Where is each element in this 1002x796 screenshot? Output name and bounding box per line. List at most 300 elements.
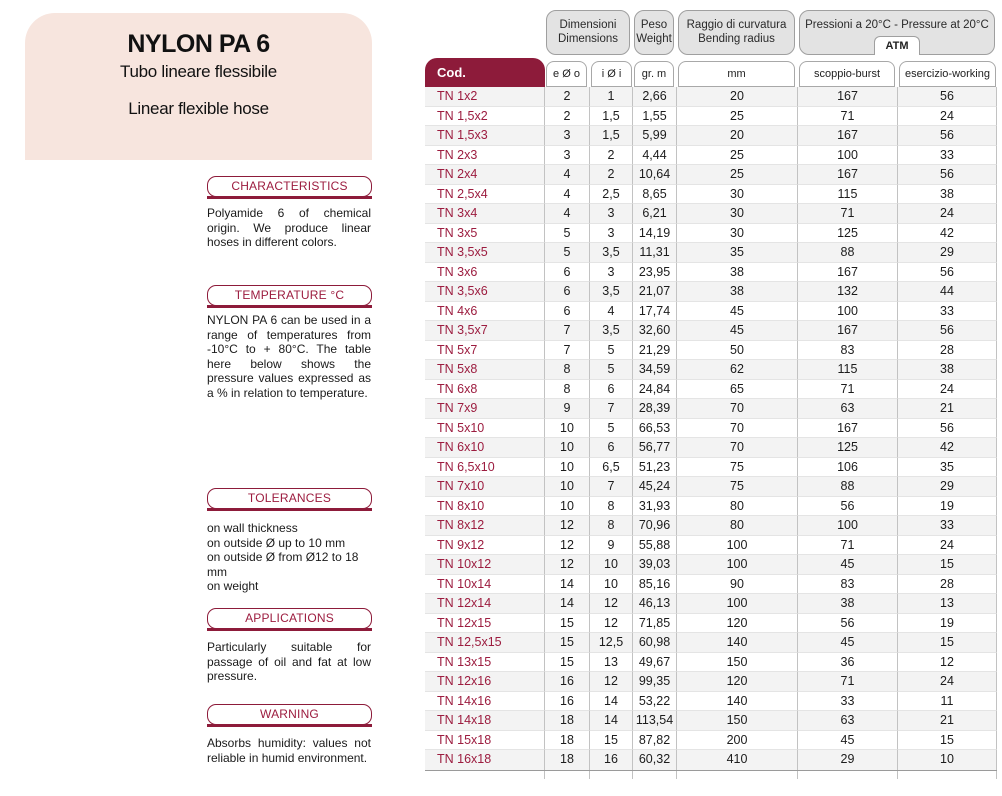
table-row: [425, 692, 997, 712]
row-value: 25: [676, 146, 797, 166]
row-value: 410: [676, 750, 797, 770]
row-value: 167: [797, 419, 897, 439]
table-row: [425, 204, 997, 224]
row-value: 10,64: [632, 165, 676, 185]
code-column-header: Cod.: [425, 58, 545, 87]
section-heading-applications: APPLICATIONS: [207, 608, 372, 629]
row-value: 3: [589, 224, 632, 244]
row-code: TN 3,5x5: [425, 243, 544, 263]
row-value: 99,35: [632, 672, 676, 692]
row-value: 56: [897, 126, 997, 146]
row-value: 100: [676, 536, 797, 556]
row-value: 5: [589, 360, 632, 380]
section-heading-temperature: TEMPERATURE °C: [207, 285, 372, 306]
row-code: TN 3x5: [425, 224, 544, 244]
row-value: 106: [797, 458, 897, 478]
section-body-applications: Particularly suitable for passage of oil and fat at low pressure.: [207, 640, 371, 684]
row-value: 88: [797, 477, 897, 497]
row-value: 12: [589, 614, 632, 634]
table-row: [425, 575, 997, 595]
row-value: 2: [544, 87, 589, 107]
section-heading-characteristics: CHARACTERISTICS: [207, 176, 372, 197]
row-value: 21: [897, 399, 997, 419]
row-value: 71: [797, 536, 897, 556]
table-row: [425, 750, 997, 770]
row-value: 10: [544, 497, 589, 517]
row-value: 87,82: [632, 731, 676, 751]
row-value: 12,5: [589, 633, 632, 653]
row-value: 24: [897, 204, 997, 224]
row-value: 5: [544, 224, 589, 244]
table-row: [425, 477, 997, 497]
table-row: [425, 458, 997, 478]
stub: [897, 771, 997, 779]
row-value: 32,60: [632, 321, 676, 341]
row-value: 56: [897, 165, 997, 185]
group-header-line: Raggio di curvatura: [686, 19, 787, 31]
row-value: 113,54: [632, 711, 676, 731]
table-row: [425, 594, 997, 614]
row-value: 35: [897, 458, 997, 478]
row-value: 140: [676, 633, 797, 653]
row-code: TN 1,5x3: [425, 126, 544, 146]
row-value: 49,67: [632, 653, 676, 673]
row-value: 29: [897, 243, 997, 263]
row-value: 83: [797, 341, 897, 361]
row-value: 2,5: [589, 185, 632, 205]
table-row: [425, 282, 997, 302]
row-value: 45,24: [632, 477, 676, 497]
row-value: 3: [544, 126, 589, 146]
tolerance-line: on outside Ø from Ø12 to 18 mm: [207, 550, 359, 579]
row-value: 2,66: [632, 87, 676, 107]
row-value: 7: [544, 321, 589, 341]
table-row: [425, 438, 997, 458]
row-value: 16: [589, 750, 632, 770]
row-value: 115: [797, 185, 897, 205]
row-value: 4: [544, 165, 589, 185]
row-value: 11: [897, 692, 997, 712]
row-value: 39,03: [632, 555, 676, 575]
group-header-weight: [634, 10, 674, 55]
row-value: 115: [797, 360, 897, 380]
row-value: 33: [897, 146, 997, 166]
subheader-outer-diameter: e Ø o: [546, 61, 587, 87]
row-value: 6: [544, 282, 589, 302]
row-value: 10: [897, 750, 997, 770]
row-value: 5,99: [632, 126, 676, 146]
row-value: 56,77: [632, 438, 676, 458]
row-value: 30: [676, 224, 797, 244]
table-row: [425, 672, 997, 692]
row-value: 17,74: [632, 302, 676, 322]
group-header-dimensions: [546, 10, 630, 55]
group-header-line: Weight: [636, 32, 672, 45]
row-value: 56: [897, 419, 997, 439]
section-heading-warning: WARNING: [207, 704, 372, 725]
row-value: 88: [797, 243, 897, 263]
row-value: 4: [589, 302, 632, 322]
group-header-pressure: [799, 10, 995, 55]
row-value: 33: [897, 516, 997, 536]
row-value: 75: [676, 477, 797, 497]
row-value: 71,85: [632, 614, 676, 634]
row-value: 80: [676, 516, 797, 536]
row-value: 15: [589, 731, 632, 751]
row-value: 10: [544, 438, 589, 458]
row-value: 3: [544, 146, 589, 166]
section-body-characteristics: Polyamide 6 of chemical origin. We produce linear hoses in different colors.: [207, 206, 371, 250]
table-row: [425, 321, 997, 341]
row-value: 56: [797, 497, 897, 517]
row-value: 45: [797, 731, 897, 751]
row-code: TN 3x6: [425, 263, 544, 283]
table-row: [425, 165, 997, 185]
subheader-working-pressure: esercizio-working: [899, 61, 996, 87]
row-value: 28: [897, 341, 997, 361]
row-value: 18: [544, 711, 589, 731]
row-value: 1: [589, 87, 632, 107]
row-value: 10: [544, 477, 589, 497]
row-value: 71: [797, 380, 897, 400]
row-value: 70,96: [632, 516, 676, 536]
row-value: 15: [897, 555, 997, 575]
row-value: 200: [676, 731, 797, 751]
row-value: 56: [897, 321, 997, 341]
row-value: 150: [676, 653, 797, 673]
row-value: 18: [544, 750, 589, 770]
subheader-inner-diameter: i Ø i: [591, 61, 632, 87]
row-value: 4: [544, 185, 589, 205]
row-value: 35: [676, 243, 797, 263]
row-value: 19: [897, 614, 997, 634]
row-value: 100: [797, 516, 897, 536]
row-value: 33: [897, 302, 997, 322]
row-value: 45: [797, 633, 897, 653]
row-value: 75: [676, 458, 797, 478]
row-code: TN 2,5x4: [425, 185, 544, 205]
stub: [589, 771, 632, 779]
row-value: 10: [544, 458, 589, 478]
row-value: 16: [544, 672, 589, 692]
row-value: 15: [544, 653, 589, 673]
row-code: TN 8x10: [425, 497, 544, 517]
row-code: TN 1,5x2: [425, 107, 544, 127]
table-subheader-row: [425, 55, 997, 87]
row-value: 3,5: [589, 282, 632, 302]
row-value: 70: [676, 399, 797, 419]
row-value: 167: [797, 126, 897, 146]
row-value: 46,13: [632, 594, 676, 614]
row-value: 6: [589, 380, 632, 400]
row-code: TN 10x14: [425, 575, 544, 595]
row-value: 20: [676, 87, 797, 107]
row-value: 51,23: [632, 458, 676, 478]
row-value: 7: [589, 477, 632, 497]
group-header-line: Dimensioni: [559, 19, 617, 31]
row-value: 45: [797, 555, 897, 575]
row-code: TN 3,5x7: [425, 321, 544, 341]
row-value: 125: [797, 438, 897, 458]
row-value: 90: [676, 575, 797, 595]
row-code: TN 14x16: [425, 692, 544, 712]
row-value: 1,5: [589, 107, 632, 127]
row-code: TN 12x14: [425, 594, 544, 614]
group-header-line: Bending radius: [698, 32, 775, 45]
subheader-burst-pressure: scoppio-burst: [799, 61, 895, 87]
row-code: TN 3x4: [425, 204, 544, 224]
subheader-weight-unit: gr. m: [634, 61, 674, 87]
row-value: 20: [676, 126, 797, 146]
subheader-bending-unit: mm: [678, 61, 795, 87]
row-value: 38: [897, 185, 997, 205]
row-value: 100: [797, 302, 897, 322]
product-subtitle-english: Linear flexible hose: [128, 99, 269, 118]
row-value: 23,95: [632, 263, 676, 283]
row-code: TN 12,5x15: [425, 633, 544, 653]
row-code: TN 4x6: [425, 302, 544, 322]
row-value: 10: [544, 419, 589, 439]
row-value: 100: [676, 555, 797, 575]
row-value: 120: [676, 614, 797, 634]
row-code: TN 14x18: [425, 711, 544, 731]
row-value: 15: [544, 633, 589, 653]
row-value: 18: [544, 731, 589, 751]
table-row: [425, 126, 997, 146]
row-value: 8: [589, 497, 632, 517]
row-value: 25: [676, 107, 797, 127]
row-value: 71: [797, 672, 897, 692]
section-body-temperature: NYLON PA 6 can be used in a range of temperatures from -10°C to + 80°C. The table here below shows the pressure values expressed as a % in relation to temperature.: [207, 313, 371, 400]
row-value: 1,55: [632, 107, 676, 127]
row-value: 34,59: [632, 360, 676, 380]
row-value: 15: [544, 614, 589, 634]
table-row: [425, 536, 997, 556]
row-code: TN 9x12: [425, 536, 544, 556]
row-value: 63: [797, 711, 897, 731]
row-value: 100: [797, 146, 897, 166]
section-body-warning: Absorbs humidity: values not reliable in humid environment.: [207, 736, 371, 765]
table-row: [425, 711, 997, 731]
stub: [797, 771, 897, 779]
row-value: 15: [897, 731, 997, 751]
table-row: [425, 555, 997, 575]
row-value: 1,5: [589, 126, 632, 146]
row-value: 55,88: [632, 536, 676, 556]
row-value: 140: [676, 692, 797, 712]
row-value: 63: [797, 399, 897, 419]
row-value: 7: [589, 399, 632, 419]
row-code: TN 12x16: [425, 672, 544, 692]
row-value: 66,53: [632, 419, 676, 439]
table-row: [425, 653, 997, 673]
row-value: 83: [797, 575, 897, 595]
row-code: TN 6x8: [425, 380, 544, 400]
row-value: 14: [589, 692, 632, 712]
row-value: 167: [797, 263, 897, 283]
row-code: TN 10x12: [425, 555, 544, 575]
table-row: [425, 87, 997, 107]
product-header-panel: [25, 13, 372, 160]
row-value: 85,16: [632, 575, 676, 595]
row-value: 6: [544, 263, 589, 283]
table-row: [425, 731, 997, 751]
row-value: 60,32: [632, 750, 676, 770]
tolerance-line: on outside Ø up to 10 mm: [207, 535, 346, 550]
table-row: [425, 107, 997, 127]
row-value: 10: [589, 575, 632, 595]
table-row: [425, 497, 997, 517]
row-value: 12: [544, 555, 589, 575]
row-code: TN 16x18: [437, 752, 492, 766]
row-value: 3,5: [589, 321, 632, 341]
row-value: 65: [676, 380, 797, 400]
row-value: 53,22: [632, 692, 676, 712]
row-value: 3,5: [589, 243, 632, 263]
table-row: [425, 224, 997, 244]
table-row: [425, 614, 997, 634]
table-row: [425, 633, 997, 653]
row-value: 150: [676, 711, 797, 731]
row-code: TN 5x10: [425, 419, 544, 439]
table-row: [425, 146, 997, 166]
row-value: 14: [544, 575, 589, 595]
row-value: 4: [544, 204, 589, 224]
tolerance-line: on weight: [207, 579, 259, 594]
pressure-unit-tab: ATM: [874, 36, 920, 55]
row-value: 8: [544, 380, 589, 400]
table-group-header-row: [425, 10, 997, 55]
row-value: 30: [676, 204, 797, 224]
row-value: 24: [897, 672, 997, 692]
table-row: [425, 399, 997, 419]
row-value: 9: [544, 399, 589, 419]
row-value: 38: [676, 263, 797, 283]
row-value: 62: [676, 360, 797, 380]
stub: [632, 771, 676, 779]
row-code: TN 7x10: [425, 477, 544, 497]
table-row: [425, 516, 997, 536]
row-value: 44: [897, 282, 997, 302]
table-row: [425, 341, 997, 361]
row-value: 14,19: [632, 224, 676, 244]
row-value: 5: [589, 341, 632, 361]
table-row: [425, 185, 997, 205]
row-value: 3: [589, 204, 632, 224]
section-body-tolerances: [207, 521, 371, 594]
row-value: 28: [897, 575, 997, 595]
row-value: 36: [797, 653, 897, 673]
table-row: [425, 263, 997, 283]
row-value: 29: [797, 750, 897, 770]
row-value: 6,5: [589, 458, 632, 478]
row-value: 167: [797, 87, 897, 107]
row-value: 50: [676, 341, 797, 361]
row-value: 167: [797, 165, 897, 185]
row-value: 3: [589, 263, 632, 283]
row-value: 19: [897, 497, 997, 517]
table-row: [425, 360, 997, 380]
row-code: TN 2x3: [425, 146, 544, 166]
row-value: 2: [589, 146, 632, 166]
group-header-line: Dimensions: [557, 32, 619, 45]
tolerance-line: on wall thickness: [207, 521, 298, 535]
row-value: 30: [676, 185, 797, 205]
row-value: 2: [589, 165, 632, 185]
stub: [425, 771, 544, 779]
row-value: 28,39: [632, 399, 676, 419]
row-code: TN 2x4: [425, 165, 544, 185]
table-row: [425, 419, 997, 439]
row-value: 24: [897, 107, 997, 127]
row-value: 14: [544, 594, 589, 614]
row-value: 24,84: [632, 380, 676, 400]
row-value: 5: [589, 419, 632, 439]
row-code: TN 8x12: [425, 516, 544, 536]
row-value: 12: [897, 653, 997, 673]
row-value: 125: [797, 224, 897, 244]
row-value: 21,29: [632, 341, 676, 361]
group-header-line: Peso: [640, 19, 668, 31]
row-value: 21,07: [632, 282, 676, 302]
row-value: 4,44: [632, 146, 676, 166]
row-value: 56: [897, 87, 997, 107]
row-value: 13: [589, 653, 632, 673]
row-value: 12: [544, 516, 589, 536]
row-code: TN 12x15: [425, 614, 544, 634]
row-value: 29: [897, 477, 997, 497]
row-value: 70: [676, 419, 797, 439]
section-heading-tolerances: TOLERANCES: [207, 488, 372, 509]
row-value: 16: [544, 692, 589, 712]
row-value: 71: [797, 107, 897, 127]
row-value: 42: [897, 438, 997, 458]
row-value: 8: [589, 516, 632, 536]
row-value: 38: [897, 360, 997, 380]
spec-table: [425, 10, 997, 779]
row-value: 6: [589, 438, 632, 458]
row-code: TN 6x10: [425, 438, 544, 458]
row-value: 15: [897, 633, 997, 653]
row-value: 56: [797, 614, 897, 634]
row-value: 120: [676, 672, 797, 692]
row-value: 42: [897, 224, 997, 244]
row-value: 24: [897, 536, 997, 556]
row-value: 80: [676, 497, 797, 517]
table-row: [425, 302, 997, 322]
row-code: TN 5x7: [425, 341, 544, 361]
row-value: 45: [676, 302, 797, 322]
row-code: TN 6,5x10: [425, 458, 544, 478]
row-value: 38: [797, 594, 897, 614]
row-value: 60,98: [632, 633, 676, 653]
row-code: TN 1x2: [425, 87, 544, 107]
row-value: 7: [544, 341, 589, 361]
row-value: 33: [797, 692, 897, 712]
row-value: 6,21: [632, 204, 676, 224]
group-header-bending-radius: [678, 10, 795, 55]
table-body: [425, 87, 997, 771]
row-value: 71: [797, 204, 897, 224]
row-code: TN 7x9: [425, 399, 544, 419]
row-value: 56: [897, 263, 997, 283]
row-value: 9: [589, 536, 632, 556]
row-value: 70: [676, 438, 797, 458]
row-value: 6: [544, 302, 589, 322]
table-row: [425, 380, 997, 400]
row-value: 12: [544, 536, 589, 556]
row-value: 38: [676, 282, 797, 302]
